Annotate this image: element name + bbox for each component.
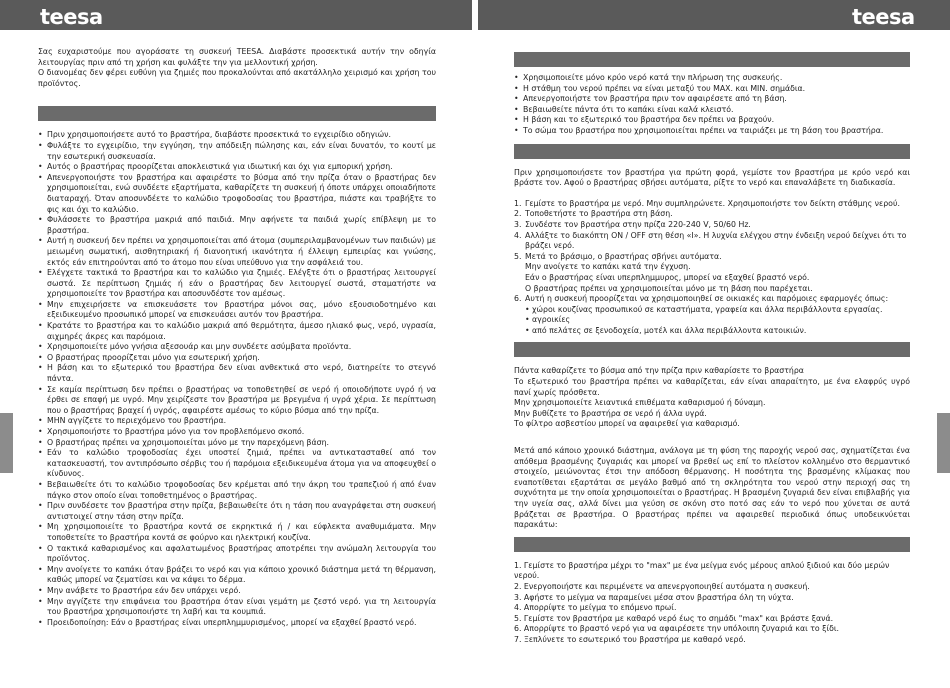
brand-logo-right: teesa bbox=[852, 5, 915, 29]
list-item: 2. Ενεργοποιήστε και περιμένετε να απενεργοποιηθεί αυτόματα η συσκευή. bbox=[514, 581, 810, 591]
list-item: 5. Μετά το βράσιμο, ο βραστήρας σβήνει αυτόματα. Μην ανοίγετε το καπάκι κατά την έγχυση. Εάν ο βραστήρας είναι υπερπλημμυρος, μπορεί να εξαχθεί βραστό νερό. Ο βραστήρας πρέπει να χρησιμοποιείται μόνο με τη βάση που παρέχεται. bbox=[514, 251, 813, 293]
intro-paragraph: Σας ευχαριστούμε που αγοράσατε τη συσκευή TEESA. Διαβάστε προσεκτικά αυτήν την οδηγία λειτουργίας πριν από τη χρήση και φυλάξτε την για μελλοντική χρήση. bbox=[38, 47, 436, 67]
list-item: • Η βάση και το εξωτερικό του βραστήρα δεν είναι ανθεκτικά στο νερό, διατηρείτε το στεγνό πάντα. bbox=[38, 363, 436, 384]
operation-steps-list bbox=[514, 199, 910, 305]
list-item: • χώροι κουζίνας προσωπικού σε καταστήματα, γραφεία και άλλα περιβάλλοντα εργασίας. bbox=[525, 305, 910, 316]
list-item: 2. Τοποθετήστε το βραστήρα στη βάση. bbox=[514, 209, 673, 219]
list-item: 4. Απορρίψτε το μείγμα το επόμενο πρωί. bbox=[514, 603, 677, 613]
list-item: • Μην επιχειρήσετε να επισκευάσετε τον βραστήρα μόνοι σας, μόνο εξουσιοδοτημένο και εξειδικευμένο προσωπικό μπορεί να επισκευάσει αυτόν τον βραστήρα. bbox=[38, 300, 436, 321]
descaling-steps-list bbox=[514, 561, 910, 646]
list-item: • Η στάθμη του νερού πρέπει να είναι μεταξύ του MAX. και MIN. σημάδια. bbox=[514, 84, 910, 95]
step6-sublist bbox=[514, 305, 910, 337]
list-item: • Ο βραστήρας πρέπει να χρησιμοποιείται μόνο με την παρεχόμενη βάση. bbox=[38, 438, 436, 449]
list-item: • Μην ανάβετε το βραστήρα εάν δεν υπάρχει νερό. bbox=[38, 586, 436, 597]
list-item: 6. Αυτή η συσκευή προορίζεται να χρησιμοποιηθεί σε οικιακές και παρόμοιες εφαρμογές όπως: bbox=[514, 294, 889, 304]
list-item: • Χρησιμοποιείτε μόνο κρύο νερό κατά την πλήρωση της συσκευής. bbox=[514, 73, 910, 84]
list-item: • Πριν συνδέσετε τον βραστήρα στην πρίζα, βεβαιωθείτε ότι η τάση που αναγράφεται στη συσκευή αντιστοιχεί στην τάση στην πρίζα. bbox=[38, 501, 436, 522]
list-item: • Φυλάξτε το εγχειρίδιο, την εγγύηση, την απόδειξη πώλησης και, εάν είναι δυνατόν, το κουτί με την εσωτερική συσκευασία. bbox=[38, 141, 436, 162]
list-item: • Ο τακτικά καθαρισμένος και αφαλατωμένος βραστήρας αποτρέπει την ανώμαλη λειτουργία του προϊόντος. bbox=[38, 544, 436, 565]
list-item: • Αυτός ο βραστήρας προορίζεται αποκλειστικά για ιδιωτική και όχι για εμπορική χρήση. bbox=[38, 162, 436, 173]
list-item: • Σε καμία περίπτωση δεν πρέπει ο βραστήρας να τοποθετηθεί σε νερό ή οποιοδήποτε υγρό ή να έρθει σε επαφή με υγρό. Μην χειρίζεστε τον βραστήρα με βρεγμένα ή υγρά χέρια. Σε περίπτωση που ο βραστήρας βραχεί ή υγρός, αφαιρέστε αμέσως το κύριο βύσμα από την πρίζα. bbox=[38, 385, 436, 417]
right-page-column bbox=[514, 52, 910, 646]
list-item: 3. Αφήστε το μείγμα να παραμείνει μέσα στον βραστήρα όλη τη νύχτα. bbox=[514, 592, 794, 602]
list-item: • Εάν το καλώδιο τροφοδοσίας έχει υποστεί ζημιά, πρέπει να αντικατασταθεί από τον κατασκευαστή, τον αντιπρόσωπο σέρβις του ή παρόμοια εξειδικευμένα άτομα για να αποφευχθεί ο κίνδυνος. bbox=[38, 448, 436, 480]
list-item: • ΜΗΝ αγγίζετε το περιεχόμενο του βραστήρα. bbox=[38, 416, 436, 427]
list-item: • Μη χρησιμοποιείτε το βραστήρα κοντά σε εκρηκτικά ή / και εύφλεκτα αναθυμιάματα. Μην τοποθετείτε το βραστήρα κοντά σε φούρνο και ηλεκτρική κουζίνα. bbox=[38, 522, 436, 543]
cleaning-text: Πάντα καθαρίζετε το βύσμα από την πρίζα πριν καθαρίσετε το βραστήρα Το εξωτερικό του βραστήρα πρέπει να καθαρίζεται, εάν είναι απαραίτητο, με ένα ελαφρύς υγρό πανί χωρίς πρόσθετα. Μην χρησιμοποιείτε λειαντικά επιθέματα καθαρισμού ή δύναμη. Μην βυθίζετε το βραστήρα σε νερό ή άλλα υγρά. Το φίλτρο ασβεστίου μπορεί να αφαιρεθεί για καθαρισμό. bbox=[514, 366, 910, 429]
list-item: • Χρησιμοποιήστε το βραστήρα μόνο για τον προβλεπόμενο σκοπό. bbox=[38, 427, 436, 438]
disclaimer-paragraph: Ο διανομέας δεν φέρει ευθύνη για ζημιές που προκαλούνται από ακατάλληλο χειρισμό και χρήση του προϊόντος. bbox=[38, 68, 436, 88]
page-edge-tab-right bbox=[937, 413, 950, 473]
list-item: • Βεβαιωθείτε πάντα ότι το καπάκι είναι καλά κλειστό. bbox=[514, 105, 910, 116]
brand-logo-left: teesa bbox=[40, 5, 103, 29]
list-item: • αγροικίες bbox=[525, 315, 910, 326]
list-item: • Χρησιμοποιείτε μόνο γνήσια αξεσουάρ και μην συνδέετε ασύμβατα προϊόντα. bbox=[38, 342, 436, 353]
list-item: • Προειδοποίηση: Εάν ο βραστήρας είναι υπερπλημμυρισμένος, μπορεί να εξαχθεί βραστό νερό. bbox=[38, 618, 436, 629]
list-item: • Μην αγγίζετε την επιφάνεια του βραστήρα όταν είναι γεμάτη με ζεστό νερό. για τη λειτουργία του βραστήρα χρησιμοποιήστε τη λαβή και τα κουμπιά. bbox=[38, 597, 436, 618]
usage-notes-list bbox=[514, 73, 910, 137]
list-item: 5. Γεμίστε τον βραστήρα με καθαρό νερό έως το σημάδι "max" και βράστε ξανά. bbox=[514, 613, 834, 623]
list-item: • Ελέγχετε τακτικά το βραστήρα και το καλώδιο για ζημιές. Ελέγξτε ότι ο βραστήρας λειτουργεί σωστά. Σε περίπτωση ζημιάς ή εάν ο βραστήρας δεν λειτουργεί σωστά, σταματήστε να χρησιμοποιείτε τον βραστήρα και αποσυνδέστε τον αμέσως. bbox=[38, 268, 436, 300]
section-header-bar bbox=[514, 52, 910, 67]
page-edge-tab-left bbox=[0, 413, 13, 473]
first-use-paragraph: Πριν χρησιμοποιήσετε τον βραστήρα για πρώτη φορά, γεμίστε τον βραστήρα με κρύο νερό και βράστε τον. Αφού ο βραστήρας σβήσει αυτόματα, ρίξτε το νερό και επαναλάβετε τη διαδικασία. bbox=[514, 167, 910, 188]
list-item: • Απενεργοποιήστε τον βραστήρα και αφαιρέστε το βύσμα από την πρίζα όταν ο βραστήρας δεν χρησιμοποιείται, ενώ συνδέετε εξαρτήματα, καθαρίζετε τη συσκευή ή όποτε υπάρχει οποιαδήποτε διαταραχή. Όταν αποσυνδέετε το καλώδιο τροφοδοσίας του βραστήρα, πιάστε και τραβήξτε το φις και όχι το καλώδιο. bbox=[38, 173, 436, 215]
list-item: • Απενεργοποιήστε τον βραστήρα πριν τον αφαιρέσετε από τη βάση. bbox=[514, 94, 910, 105]
list-item: 1. Γεμίστε το βραστήρα μέχρι το "max" με ένα μείγμα ενός μέρους απλού ξιδιού και δύο μερών νερού. bbox=[514, 560, 890, 581]
list-item: 1. Γεμίστε το βραστήρα με νερό. Μην συμπληρώνετε. Χρησιμοποιήστε τον δείκτη στάθμης νερού. bbox=[514, 198, 900, 208]
safety-instructions-list bbox=[38, 130, 436, 628]
section-header-bar bbox=[514, 537, 910, 552]
list-item: 3. Συνδέστε τον βραστήρα στην πρίζα 220-240 V, 50/60 Hz. bbox=[514, 219, 751, 229]
descaling-paragraph: Μετά από κάποιο χρονικό διάστημα, ανάλογα με τη φύση της παροχής νερού σας, σχηματίζεται ένα απόθεμα βρασμένης ζυγαριάς και μπορεί να βρεθεί ως επί το πλείστον κολλημένο στο θερμαντικό στοιχείο, μειώνοντας έτσι την απόδοση θέρμανσης. Η ποσότητα της βρασμένης κλίμακας που εναποτίθεται εξαρτάται σε μεγάλο βαθμό από τη σκληρότητα του νερού στην περιοχή σας τη συχνότητα με την οποία χρησιμοποιείται ο βραστήρας. Η βρασμένη ζυγαριά δεν είναι επιβλαβής για την υγεία σας, αλλά δίνει μια γεύση σε σκόνη στο ποτό σας εάν το νερό που χύνεται σε αυτά βράζεται σε βραστήρα. Ο βραστήρας πρέπει να αφαιρεθεί περιοδικά όπως υποδεικνύεται παρακάτω: bbox=[514, 446, 910, 530]
list-item: • Η βάση και το εξωτερικό του βραστήρα δεν πρέπει να βραχούν. bbox=[514, 115, 910, 126]
list-item: • Βεβαιωθείτε ότι το καλώδιο τροφοδοσίας δεν κρέμεται από την άκρη του τραπεζιού ή από έναν πάγκο στον οποίο είναι τοποθετημένος ο βραστήρας. bbox=[38, 480, 436, 501]
list-item: • Μην ανοίγετε το καπάκι όταν βράζει το νερό και για κάποιο χρονικό διάστημα μετά τη θέρμανση, καθώς μπορεί να ζεματίσει και να κάψει το δέρμα. bbox=[38, 565, 436, 586]
list-item: 6. Απορρίψτε το βραστό νερό για να αφαιρέσετε την υπόλοιπη ζυγαριά και το ξίδι. bbox=[514, 624, 840, 634]
list-item: • Φυλάσσετε το βραστήρα μακριά από παιδιά. Μην αφήνετε τα παιδιά χωρίς επίβλεψη με το βραστήρα. bbox=[38, 215, 436, 236]
section-header-bar bbox=[38, 106, 436, 121]
list-item: • Το σώμα του βραστήρα που χρησιμοποιείται πρέπει να ταιριάζει με τη βάση του βραστήρα. bbox=[514, 126, 910, 137]
left-page-column bbox=[38, 47, 436, 628]
section-header-bar bbox=[514, 342, 910, 357]
list-item: • Πριν χρησιμοποιήσετε αυτό το βραστήρα, διαβάστε προσεκτικά το εγχειρίδιο οδηγιών. bbox=[38, 130, 436, 141]
list-item: • Ο βραστήρας προορίζεται μόνο για εσωτερική χρήση. bbox=[38, 353, 436, 364]
list-item: 7. Ξεπλύνετε το εσωτερικό του βραστήρα με καθαρό νερό. bbox=[514, 634, 746, 644]
list-item: • Κρατάτε το βραστήρα και το καλώδιο μακριά από θερμότητα, άμεσο ηλιακό φως, νερό, υγρασία, αιχμηρές άκρες και παρόμοια. bbox=[38, 321, 436, 342]
list-item: • από πελάτες σε ξενοδοχεία, μοτέλ και άλλα περιβάλλοντα κατοικιών. bbox=[525, 326, 910, 337]
list-item: • Αυτή η συσκευή δεν πρέπει να χρησιμοποιείται από άτομα (συμπεριλαμβανομένων των παιδιών) με μειωμένη σωματική, αισθητηριακή ή διανοητική ικανότητα ή έλλειψη εμπειρίας και γνώσης, εκτός εάν επιτηρούνται από το άτομο που είναι υπεύθυνο για την ασφάλειά του. bbox=[38, 236, 436, 268]
list-item: 4. Αλλάξτε το διακόπτη ON / OFF στη θέση «I». Η λυχνία ελέγχου στην ένδειξη νερού δείχνει ότι το βράζει νερό. bbox=[514, 230, 907, 251]
section-header-bar bbox=[514, 144, 910, 159]
